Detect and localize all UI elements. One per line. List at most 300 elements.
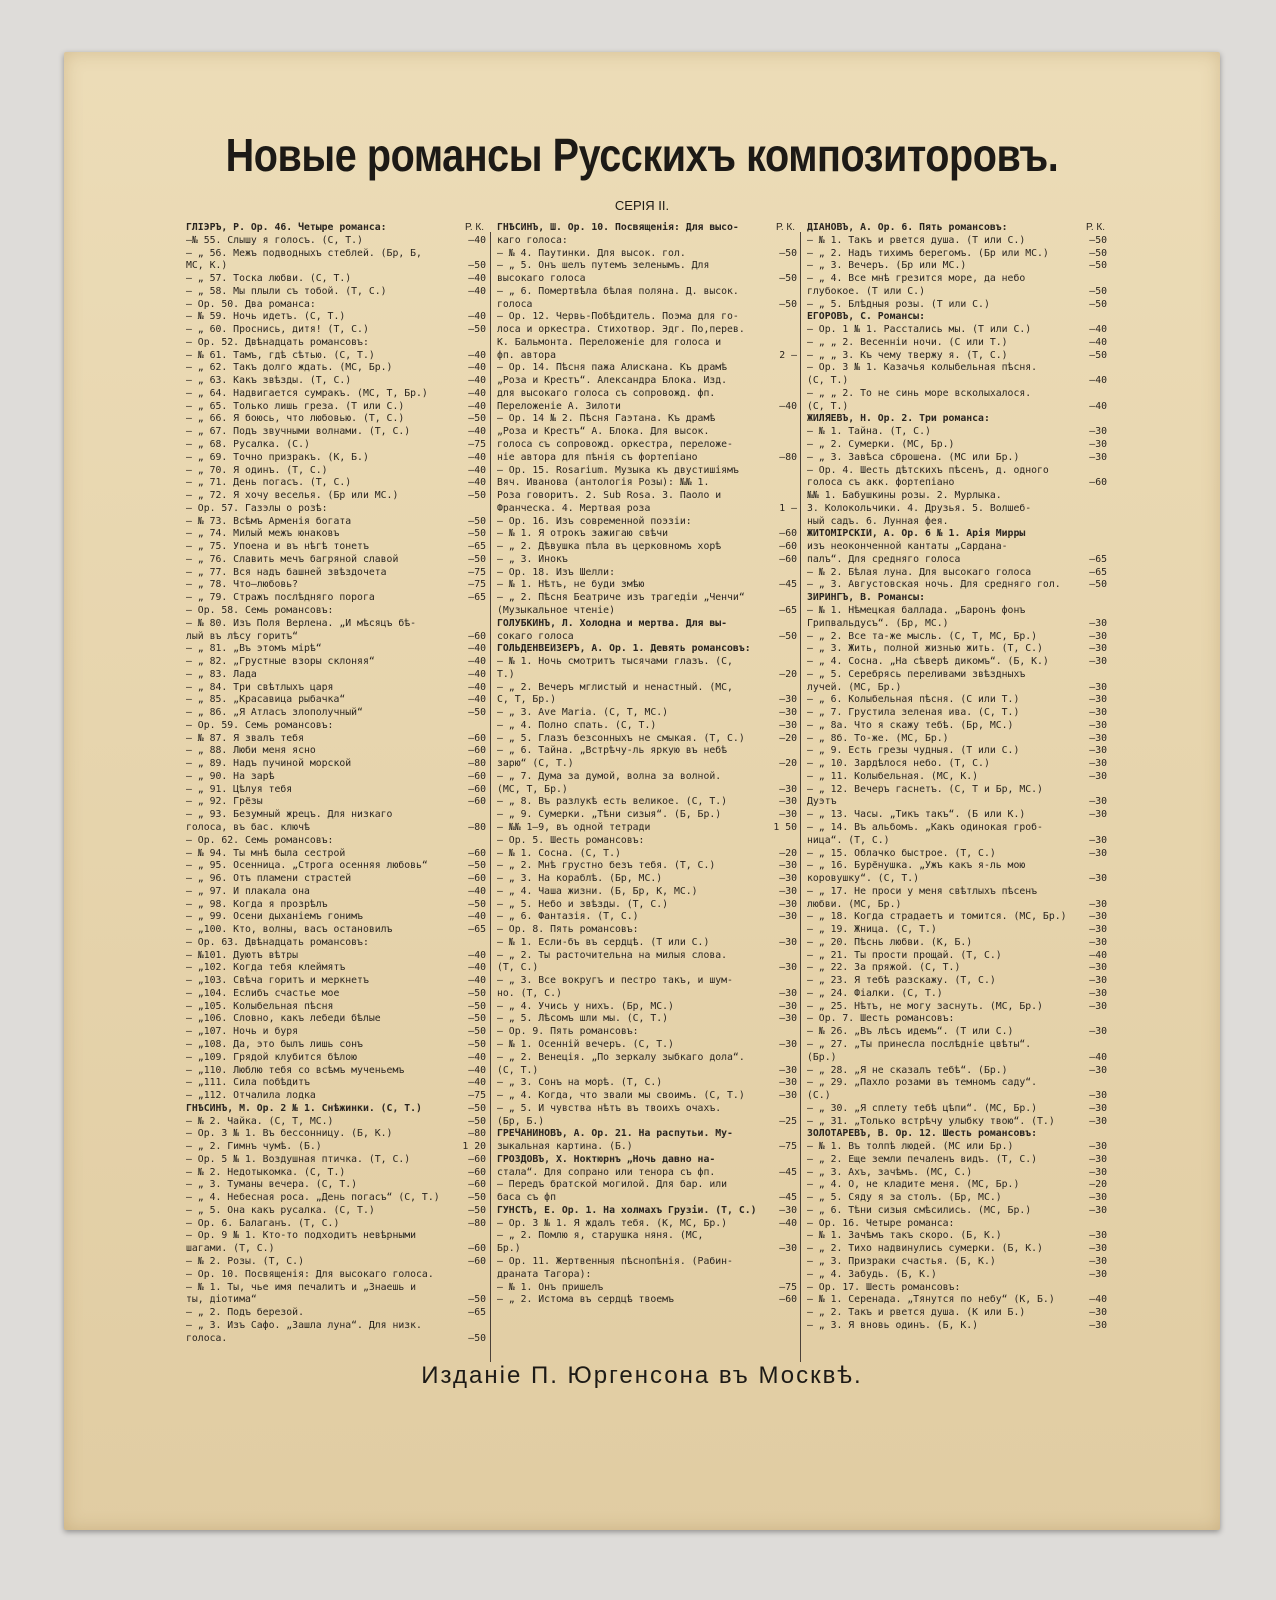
catalog-entry	[807, 643, 1107, 656]
entry-title: Дуэтъ	[807, 796, 837, 808]
entry-title: — „ 63. Какъ звѣзды. (Т, С.)	[186, 375, 352, 387]
entry-price: —40	[468, 426, 486, 438]
entry-title: — Ор. 50. Два романса:	[186, 298, 316, 310]
catalog-entry	[186, 490, 486, 503]
catalog-entry	[186, 592, 486, 605]
entry-price: —30	[779, 796, 797, 808]
entry-price: —50	[779, 630, 797, 642]
entry-title: — № 2. Розы. (Т, С.)	[186, 1256, 304, 1268]
entry-title: — „ 4. Все мнѣ грезится море, да небо	[807, 273, 1026, 285]
entry-price: —75	[468, 566, 486, 578]
entry-price: —50	[468, 1013, 486, 1025]
catalog-entry	[497, 873, 797, 886]
publisher-imprint: Изданіе П. Юргенсона въ Москвѣ.	[421, 1362, 863, 1389]
entry-price: —30	[779, 911, 797, 923]
entry-title: — „ 62. Такъ долго ждать. (МС, Бр.)	[186, 362, 393, 374]
catalog-entry	[807, 669, 1107, 682]
catalog-entry	[807, 452, 1107, 465]
price-header: Р. К.	[465, 222, 484, 233]
entries-list	[807, 222, 1107, 1333]
composer-entry	[807, 1128, 1107, 1141]
entry-title: — „ 86. „Я Атласъ злополучный“	[186, 707, 363, 719]
catalog-entry	[186, 350, 486, 363]
catalog-entry	[497, 362, 797, 375]
entry-title: — „ 3. Призраки счастья. (Б, К.)	[807, 1256, 996, 1268]
entry-price	[484, 299, 486, 312]
entry-price: —45	[779, 1166, 797, 1178]
entry-price	[795, 1052, 797, 1065]
catalog-entry	[497, 1141, 797, 1154]
price-header: Р. К.	[776, 222, 795, 233]
entry-title: — „ 3. Все вокругъ и пестро такъ, и шум-	[497, 975, 733, 987]
catalog-entry	[807, 694, 1107, 707]
catalog-entry	[186, 1141, 486, 1154]
entry-title: — „ 3. Жить, полной жизнью жить. (Т, С.)	[807, 643, 1043, 655]
entry-price	[795, 324, 797, 337]
catalog-entry	[807, 962, 1107, 975]
entry-price: —40	[468, 477, 486, 489]
entry-title: палъ“. Для средняго голоса	[807, 553, 961, 565]
entry-price	[1105, 541, 1107, 554]
entry-price	[795, 656, 797, 669]
entry-title: — „ 78. Что—любовь?	[186, 579, 299, 591]
catalog-entry	[807, 631, 1107, 644]
entry-title: — Ор. 17. Шесть романсовъ:	[807, 1281, 961, 1293]
entry-price	[1105, 669, 1107, 682]
catalog-entry	[186, 643, 486, 656]
entry-title: — „ „ 2. Весенніи ночи. (С или Т.)	[807, 336, 1008, 348]
entry-price	[795, 413, 797, 426]
catalog-entry	[186, 937, 486, 950]
entry-title: драната Тагора):	[497, 1268, 592, 1280]
entry-title: — „ 21. Ты прости прощай. (Т, С.)	[807, 949, 1002, 961]
entry-title: — „ 27. „Ты принесла послѣдніе цвѣты“.	[807, 1039, 1032, 1050]
entry-title: — № 1. Серенада. „Тянутся по небу“ (К, Б.)	[807, 1294, 1055, 1306]
entry-price: —30	[1089, 707, 1107, 719]
entry-title: — „ 77. Вся надъ башней звѣздочета	[186, 566, 387, 578]
catalog-entry	[497, 733, 797, 746]
catalog-entry	[186, 362, 486, 375]
entry-price	[795, 592, 797, 605]
entry-price: —30	[779, 1090, 797, 1102]
catalog-entry	[497, 248, 797, 261]
entry-price	[795, 465, 797, 478]
catalog-entry	[186, 337, 486, 350]
entry-title: стала“. Для сопрано или тенора съ фп.	[497, 1166, 716, 1178]
catalog-entry	[186, 1013, 486, 1026]
entry-price: —30	[1089, 1307, 1107, 1319]
entry-title: 3. Колокольчики. 4. Друзья. 5. Волшеб-	[807, 502, 1032, 514]
catalog-entry	[497, 1065, 797, 1078]
entry-price: —65	[468, 592, 486, 604]
entry-price: —60	[468, 873, 486, 885]
catalog-entry	[807, 1282, 1107, 1295]
entry-title: Роза говоритъ. 2. Sub Rosa. 3. Паоло и	[497, 490, 722, 502]
entry-title: зарю“ (С, Т.)	[497, 758, 574, 770]
entry-title: — „ 24. Фіалки. (С, Т.)	[807, 987, 943, 999]
catalog-entry	[497, 1077, 797, 1090]
entry-title: — № 94. Ты мнѣ была сестрой	[186, 847, 346, 859]
entries-list	[497, 222, 797, 1307]
entry-price: —40	[1089, 1294, 1107, 1306]
entry-title: — № 1. Такъ и рвется душа. (Т или С.)	[807, 234, 1026, 246]
catalog-entry	[807, 1294, 1107, 1307]
catalog-entry	[186, 733, 486, 746]
catalog-entry	[807, 439, 1107, 452]
entry-title: — „ 56. Межъ подводныхъ стеблей. (Бр, Б,	[186, 247, 422, 259]
catalog-entry	[807, 324, 1107, 337]
entry-price: —50	[468, 324, 486, 336]
entry-price: —80	[468, 1128, 486, 1140]
catalog-entry	[186, 758, 486, 771]
entry-title: — Передъ братской могилой. Для бар. или	[497, 1179, 728, 1191]
catalog-entry	[186, 541, 486, 554]
entry-title: — № 1. Онъ пришелъ	[497, 1281, 604, 1293]
entry-title: — „ 2. Еще земли печаленъ видъ. (Т, С.)	[807, 1153, 1038, 1165]
entry-title: — „ 98. Когда я прозрѣлъ	[186, 898, 328, 910]
entry-title: — „ 3. Я вновь одинъ. (Б, К.)	[807, 1319, 979, 1331]
entry-price: —60	[468, 630, 486, 642]
entry-title: — „ 76. Славить мечъ багряной славой	[186, 553, 399, 565]
entry-price: —30	[1089, 796, 1107, 808]
entry-title: — „100. Кто, волны, васъ остановилъ	[186, 924, 393, 936]
entry-price: —20	[779, 758, 797, 770]
catalog-entry	[497, 528, 797, 541]
entry-title: ЖИЛЯЕВЪ, Н. Ор. 2. Три романса:	[807, 413, 990, 425]
entry-title: — „ 5. Онъ шелъ путемъ зеленымъ. Для	[497, 260, 710, 272]
entry-title: — „ 2. Сумерки. (МС, Бр.)	[807, 439, 955, 451]
catalog-entry	[807, 745, 1107, 758]
catalog-entry	[186, 720, 486, 733]
entry-price	[1105, 516, 1107, 529]
catalog-entry	[807, 784, 1107, 797]
entry-title: — „ 66. Я боюсь, что любовью. (Т, С.)	[186, 413, 405, 425]
entry-price: 1 20	[462, 1141, 486, 1153]
catalog-entry	[497, 1256, 797, 1269]
entry-price: —40	[468, 1051, 486, 1063]
entry-title: — „ 5. Лѣсомъ шли мы. (С, Т.)	[497, 1013, 669, 1025]
entry-title: — „ 2. Подъ березой.	[186, 1307, 304, 1319]
entry-title: — № 80. Изъ Поля Верлена. „И мѣсяцъ бѣ-	[186, 617, 417, 629]
entry-price: —50	[468, 898, 486, 910]
entry-title: — „ 3. Изъ Сафо. „Зашла луна“. Для низк.	[186, 1319, 422, 1331]
catalog-column-3	[807, 222, 1107, 1333]
entry-price: —30	[1089, 630, 1107, 642]
entry-title: — „ 75. Упоена и въ нѣгѣ тонетъ	[186, 541, 369, 553]
catalog-entry	[186, 286, 486, 299]
entry-price: —40	[468, 885, 486, 897]
entry-title: — „ 17. Не проси у меня свѣтлыхъ пѣсенъ	[807, 885, 1038, 897]
entry-price	[1105, 311, 1107, 324]
catalog-entry	[186, 656, 486, 669]
catalog-entry	[807, 1230, 1107, 1243]
catalog-entry	[807, 835, 1107, 848]
entry-price	[1105, 528, 1107, 541]
entry-price: —50	[468, 1294, 486, 1306]
entry-title: (С.)	[807, 1090, 831, 1102]
entry-title: — „ 23. Я тебѣ разскажу. (Т, С.)	[807, 975, 996, 987]
entry-title: — № 1. Осенній вечеръ. (С, Т.)	[497, 1039, 674, 1050]
catalog-entry	[497, 1243, 797, 1256]
catalog-entry	[497, 1282, 797, 1295]
entry-price: —40	[1089, 375, 1107, 387]
catalog-entry	[497, 1001, 797, 1014]
catalog-entry	[186, 324, 486, 337]
composer-entry	[807, 311, 1107, 324]
catalog-entry	[807, 682, 1107, 695]
entry-price: —50	[1089, 579, 1107, 591]
entry-price: —60	[779, 553, 797, 565]
entry-title: голоса съ акк. фортепіано	[807, 477, 955, 489]
entry-title: К. Бальмонта. Переложеніе для голоса и	[497, 336, 722, 348]
entry-price: —30	[1089, 1153, 1107, 1165]
entry-price: —30	[1089, 1319, 1107, 1331]
catalog-entry	[497, 567, 797, 580]
entry-price: —40	[468, 464, 486, 476]
entry-title: — „ 10. Зардѣлося небо. (Т, С.)	[807, 758, 990, 770]
entry-title: — Ор. 7. Шесть романсовъ:	[807, 1013, 955, 1025]
entry-price: 1 —	[779, 502, 797, 514]
entry-price	[1105, 362, 1107, 375]
entry-title: — „ 22. За пряжой. (С, Т.)	[807, 962, 961, 974]
catalog-entry	[497, 656, 797, 669]
entry-title: — „ 4. Сосна. „На сѣверѣ дикомъ“. (Б, К.)	[807, 656, 1049, 668]
catalog-entry	[186, 694, 486, 707]
catalog-entry	[807, 848, 1107, 861]
entry-title: — Ор. 3 № 1. Я ждалъ тебя. (К, МС, Бр.)	[497, 1217, 728, 1229]
entry-price: —30	[1089, 1141, 1107, 1153]
entry-title: — „ 67. Подъ звучными волнами. (Т, С.)	[186, 426, 411, 438]
entry-title: — „ 4. Полно спать. (С, Т.)	[497, 719, 657, 731]
entry-price	[795, 835, 797, 848]
entry-title: — „111. Сила побѣдитъ	[186, 1077, 310, 1089]
entry-price: —30	[1089, 1064, 1107, 1076]
catalog-entry	[807, 924, 1107, 937]
entry-price: —30	[779, 707, 797, 719]
entry-price: —80	[468, 1217, 486, 1229]
entry-price: —20	[1089, 1179, 1107, 1191]
catalog-entry	[186, 1243, 486, 1256]
entry-price: —50	[468, 987, 486, 999]
entry-title: — „ 90. На зарѣ	[186, 770, 275, 782]
entry-price: —40	[468, 656, 486, 668]
catalog-entry	[497, 605, 797, 618]
catalog-entry	[807, 988, 1107, 1001]
entry-title: — „ 4. Чаша жизни. (Б, Бр, К, МС.)	[497, 885, 698, 897]
entry-price	[795, 950, 797, 963]
entry-title: голоса	[497, 298, 533, 310]
entry-title: сокаго голоса	[497, 630, 574, 642]
entry-price: —30	[779, 1077, 797, 1089]
entry-title: — „ 79. Стражъ послѣдняго порога	[186, 592, 375, 604]
entry-title: — „ 4. О, не кладите меня. (МС, Бр.)	[807, 1179, 1020, 1191]
entry-title: ГОЛЬДЕНВЕЙЗЕРЪ, А. Ор. 1. Девять романсовъ:	[497, 643, 751, 655]
catalog-entry	[186, 873, 486, 886]
catalog-entry	[807, 1116, 1107, 1129]
entry-title: — № 4. Паутинки. Для высок. гол.	[497, 247, 686, 259]
catalog-entry	[497, 465, 797, 478]
catalog-entry	[497, 273, 797, 286]
catalog-entry	[497, 771, 797, 784]
entry-price	[795, 975, 797, 988]
catalog-entry	[497, 579, 797, 592]
catalog-entry	[186, 579, 486, 592]
entry-title: — Ор. 58. Семь романсовъ:	[186, 604, 334, 616]
entry-price: —65	[468, 541, 486, 553]
entry-title: — Ор. 9. Пять романсовъ:	[497, 1026, 639, 1038]
catalog-entry	[186, 1090, 486, 1103]
entry-price	[795, 1269, 797, 1282]
entry-title: лоса и оркестра. Стихотвор. Эдг. По,перев.	[497, 324, 745, 336]
entry-title: — Ор. 10. Посвященія: Для высокаго голоса.	[186, 1268, 434, 1280]
entry-price: —30	[1089, 987, 1107, 999]
catalog-entry	[186, 1294, 486, 1307]
entry-price: —30	[1089, 1243, 1107, 1255]
entry-title: — „ 64. Надвигается сумракъ. (МС, Т, Бр.)	[186, 387, 428, 399]
catalog-entry	[807, 388, 1107, 401]
catalog-entry	[497, 516, 797, 529]
catalog-entry	[807, 503, 1107, 516]
catalog-entry	[497, 822, 797, 835]
catalog-entry	[186, 273, 486, 286]
entry-price: 2 —	[779, 349, 797, 361]
entry-price: —60	[468, 770, 486, 782]
entry-price: —50	[779, 273, 797, 285]
entry-title: — „ 70. Я одинъ. (Т, С.)	[186, 464, 328, 476]
entry-price: —40	[779, 400, 797, 412]
entry-price	[795, 388, 797, 401]
entry-title: — „ 2. Венеція. „По зеркалу зыбкаго дола“.	[497, 1051, 745, 1063]
entry-price: —30	[1089, 745, 1107, 757]
entry-price: —50	[779, 298, 797, 310]
entry-price: —60	[468, 1256, 486, 1268]
entry-price: —30	[1089, 1090, 1107, 1102]
entry-title: — „ 88. Люби меня ясно	[186, 745, 316, 757]
entries-list	[186, 222, 486, 1345]
entry-title: голоса, въ бас. ключѣ	[186, 821, 310, 833]
entry-price	[484, 337, 486, 350]
entry-title: — „ 92. Грёзы	[186, 796, 263, 808]
catalog-entry	[497, 809, 797, 822]
catalog-entry	[807, 1218, 1107, 1231]
catalog-entry	[186, 835, 486, 848]
catalog-entry	[186, 248, 486, 261]
catalog-entry	[186, 375, 486, 388]
entry-title: (Музыкальное чтеніе)	[497, 604, 615, 616]
entry-price: —60	[1089, 477, 1107, 489]
entry-price	[795, 337, 797, 350]
entry-price	[795, 618, 797, 631]
composer-entry	[497, 643, 797, 656]
catalog-entry	[186, 1230, 486, 1243]
entry-title: — „ 19. Жница. (С, Т.)	[807, 924, 937, 936]
entry-price: —40	[468, 949, 486, 961]
entry-price: —30	[1089, 1102, 1107, 1114]
composer-entry	[186, 1103, 486, 1116]
catalog-entry	[186, 401, 486, 414]
entry-price: —50	[468, 1192, 486, 1204]
catalog-entry	[186, 1128, 486, 1141]
entry-title: — „ 2. Ты расточительна на милыя слова.	[497, 949, 728, 961]
entry-title: — „ 6. Помертвѣла бѣлая поляна. Д. высок.	[497, 285, 739, 297]
entry-price: —40	[1089, 324, 1107, 336]
entry-price: —40	[1089, 949, 1107, 961]
entry-price	[795, 516, 797, 529]
entry-price	[795, 643, 797, 656]
entry-title: (Бр.)	[807, 1051, 837, 1063]
entry-title: — № 61. Тамъ, гдѣ сѣтью. (С, Т.)	[186, 349, 375, 361]
catalog-entry	[807, 554, 1107, 567]
entry-price: —40	[779, 1217, 797, 1229]
entry-price	[795, 439, 797, 452]
catalog-entry	[186, 771, 486, 784]
entry-price: —75	[779, 1281, 797, 1293]
catalog-entry	[186, 745, 486, 758]
entry-title: — № 1. Тайна. (Т, С.)	[807, 426, 931, 438]
catalog-entry	[807, 1167, 1107, 1180]
entry-title: „Роза и Крестъ“. Александра Блока. Изд.	[497, 375, 728, 387]
catalog-entry	[807, 605, 1107, 618]
catalog-column-1	[186, 222, 486, 1345]
catalog-entry	[186, 822, 486, 835]
entry-title: ГОЛУБКИНЪ, Л. Холодна и мертва. Для вы-	[497, 617, 728, 629]
entry-price: —30	[1089, 1230, 1107, 1242]
catalog-entry	[497, 286, 797, 299]
entry-title: но. (Т, С.)	[497, 987, 562, 999]
catalog-entry	[497, 592, 797, 605]
entry-title: — № 1. Если-бъ въ сердцѣ. (Т или С.)	[497, 936, 710, 948]
entry-price	[1105, 1282, 1107, 1295]
entry-title: — „ 69. Точно призракъ. (К, Б.)	[186, 451, 369, 463]
entry-title: — „ 8а. Что я скажу тебѣ. (Бр, МС.)	[807, 719, 1014, 731]
entry-price: —30	[1089, 770, 1107, 782]
entry-price: —30	[779, 1000, 797, 1012]
catalog-entry	[497, 796, 797, 809]
entry-title: — № 2. Бѣлая луна. Для высокаго голоса	[807, 566, 1032, 578]
entry-title: Переложеніе А. Зилоти	[497, 400, 621, 412]
entry-title: — № 59. Ночь идетъ. (С, Т.)	[186, 311, 346, 323]
entry-title: — Ор. 62. Семь романсовъ:	[186, 834, 334, 846]
catalog-entry	[186, 669, 486, 682]
entry-title: — № 26. „Въ лѣсъ идемъ“. (Т или С.)	[807, 1026, 1014, 1038]
series-label: СЕРІЯ II.	[614, 198, 670, 213]
catalog-entry	[186, 605, 486, 618]
entry-title: лый въ лѣсу горитъ“	[186, 630, 299, 642]
entry-title: — „ 12. Вечеръ гаснетъ. (С, Т и Бр, МС.)	[807, 783, 1043, 795]
entry-title: — „ 30. „Я сплету тебѣ цѣпи“. (МС, Бр.)	[807, 1102, 1038, 1114]
catalog-entry	[497, 299, 797, 312]
entry-price: —75	[468, 439, 486, 451]
catalog-entry	[497, 1013, 797, 1026]
catalog-entry	[497, 260, 797, 273]
catalog-entry	[497, 1090, 797, 1103]
catalog-entry	[497, 1116, 797, 1129]
entry-price: —30	[1089, 1268, 1107, 1280]
entry-title: — „ 5. Блѣдныя розы. (Т или С.)	[807, 298, 990, 310]
catalog-entry	[497, 988, 797, 1001]
catalog-entry	[807, 950, 1107, 963]
catalog-entry	[186, 860, 486, 873]
entry-title: — „ 5. Сяду я за столъ. (Бр, МС.)	[807, 1192, 1002, 1204]
entry-price: —60	[468, 847, 486, 859]
entry-price: —75	[468, 1090, 486, 1102]
entry-price: —40	[468, 962, 486, 974]
entry-price: —50	[468, 260, 486, 272]
catalog-entry	[186, 707, 486, 720]
catalog-entry	[807, 490, 1107, 503]
catalog-page	[64, 52, 1220, 1530]
entry-price: —30	[1089, 936, 1107, 948]
